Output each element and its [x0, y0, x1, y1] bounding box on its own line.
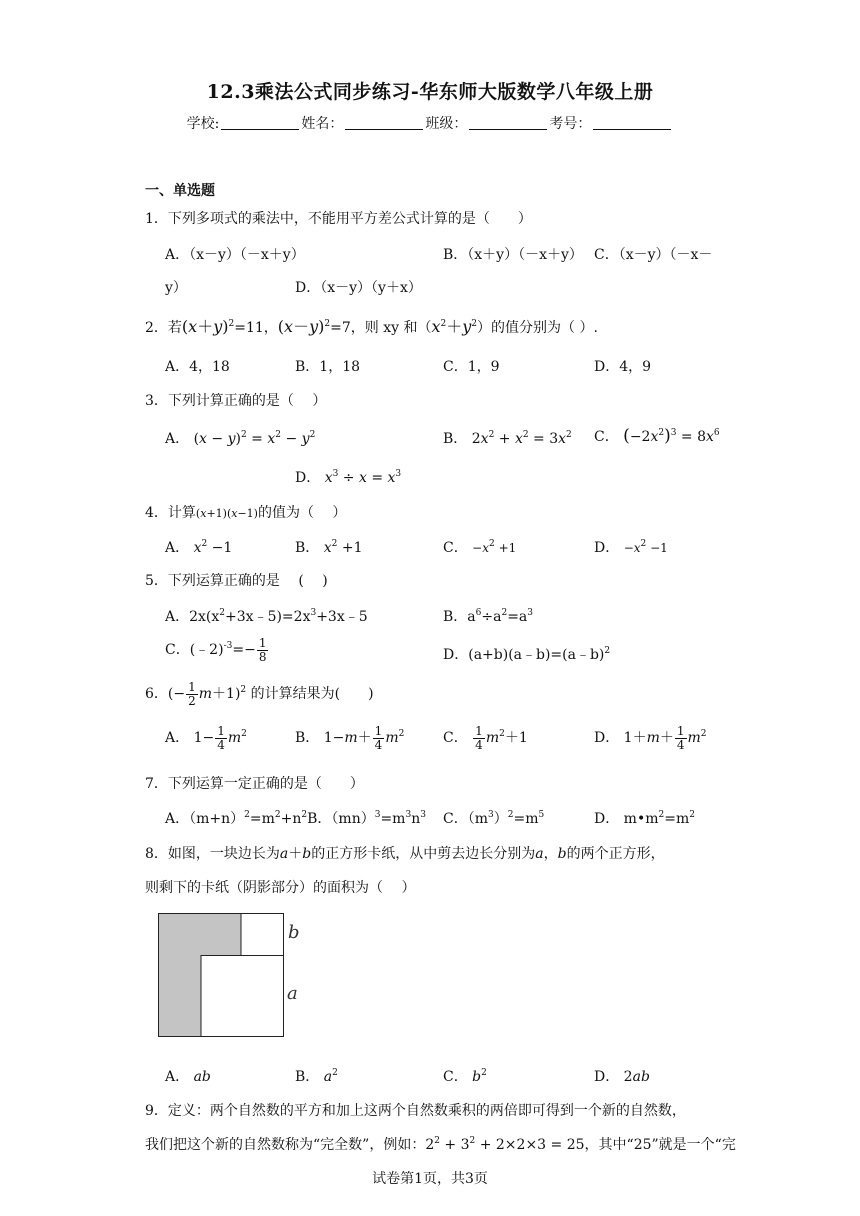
page-footer: 试卷第1页，共3页 [372, 1171, 488, 1187]
question-9-line-2: 我们把这个新的自然数称为“完全数”，例如：$2^2 + 3^2 + 2\times 2\times 3 = 25$，其中“25”就是一个“完 [145, 1136, 736, 1153]
question-8-option-b[interactable]: B． $a^2$ [295, 1068, 338, 1085]
question-4-option-a[interactable]: A． $x^2 -1$ [165, 539, 233, 556]
question-5-stem: 5．下列运算正确的是 ( ) [145, 573, 328, 589]
question-2-stem [145, 314, 598, 337]
school-blank[interactable] [221, 129, 299, 130]
question-1-option-d[interactable]: D．（x－y）（y＋x） [295, 280, 422, 296]
question-2-option-b[interactable]: B．1，18 [295, 359, 361, 375]
question-5-option-a[interactable]: A．$2x(x^2+3x﹣5)=2x^3+3x﹣5$ [165, 608, 368, 625]
q2-eq-2: =7，则 xy 和（ [330, 320, 432, 336]
q2-suffix: ）的值分别为（ ）. [477, 320, 598, 336]
question-3-option-b[interactable]: B． $2x^2 + x^2 = 3x^2$ [443, 430, 572, 447]
name-label: 姓名： [301, 116, 344, 132]
question-9-line-1: 9．定义：两个自然数的平方和加上这两个自然数乘积的两倍即可得到一个新的自然数， [145, 1103, 686, 1119]
exam-no-label: 考号： [549, 116, 592, 132]
q2-prefix: 2．若 [145, 320, 182, 336]
question-8-line-1: 8．如图，一块边长为a＋b的正方形卡纸，从中剪去边长分别为a，b的两个正方形， [145, 846, 665, 862]
question-8-option-d[interactable]: D． 2ab [594, 1069, 650, 1085]
question-6-option-d[interactable]: D． 1＋m＋ $\frac{1}{4}$ $m^2$ [594, 724, 707, 752]
question-6-stem: 6．(− $\frac{1}{2}$ m＋1)$^2$ 的计算结果为( ) [145, 680, 374, 708]
question-8-line-2: 则剩下的卡纸（阴影部分）的面积为（ ） [145, 880, 416, 896]
class-blank[interactable] [469, 129, 547, 130]
large-square-a [201, 956, 284, 1037]
question-2-option-c[interactable]: C．1，9 [443, 359, 500, 375]
question-4-option-b[interactable]: B． $x^2 +1$ [295, 539, 363, 556]
question-7-option-d[interactable]: D． $m•m^2=m^2$ [594, 810, 695, 827]
section-heading: 一、单选题 [145, 183, 215, 199]
question-4-option-d[interactable]: D． $-x^2 -1$ [594, 539, 668, 556]
question-3-option-a[interactable]: A． $(x - y)^2 = x^2 - y^2$ [165, 430, 316, 447]
school-label: 学校: [186, 116, 220, 132]
question-7-stem: 7．下列运算一定正确的是（ ） [145, 776, 364, 792]
square-figure [158, 913, 284, 1037]
question-3-option-d[interactable]: D． $x^3 \div x = x^3$ [295, 469, 402, 486]
exam-no-blank[interactable] [593, 129, 671, 130]
q2-eq-1: =11， [234, 320, 278, 336]
question-7-option-c[interactable]: C．$(m^3)^2=m^5$ [443, 810, 545, 827]
question-6-option-b[interactable]: B． 1−m＋ $\frac{1}{4}$ $m^2$ [295, 724, 405, 752]
question-2-option-a[interactable]: A．4，18 [165, 359, 230, 375]
student-info-line [0, 113, 860, 133]
question-6-option-c[interactable]: C． $\frac{1}{4}$ $m^2+1$ [443, 724, 528, 752]
figure-label-b: b [288, 922, 300, 943]
small-square-b [241, 914, 284, 956]
question-1-stem: 1．下列多项式的乘法中，不能用平方差公式计算的是（ ） [145, 211, 532, 227]
question-8-option-c[interactable]: C． $b^2$ [443, 1068, 487, 1085]
figure-label-a: a [287, 983, 298, 1004]
question-5-option-c[interactable]: C．(﹣2)$^{-3}$=− $\frac{1}{8}$ [165, 636, 267, 664]
class-label: 班级： [425, 116, 468, 132]
question-1-option-c-cont: y） [165, 280, 187, 296]
page-title: 12.3乘法公式同步练习-华东师大版数学八年级上册 [206, 81, 654, 103]
question-4-option-c[interactable]: C． $-x^2 +1$ [443, 539, 517, 556]
name-blank[interactable] [345, 129, 423, 130]
question-7-option-a-b[interactable]: A．$(m+n)^2=m^2+n^2B$．$(mn)^3=m^3n^3$ [165, 810, 426, 827]
question-3-option-c[interactable]: C． $(-2x^2)^3 = 8x^6$ [594, 426, 720, 446]
question-3-stem: 3．下列计算正确的是（ ） [145, 393, 327, 409]
question-1-option-c[interactable]: C．（x－y）（－x－ [594, 247, 713, 263]
question-5-option-b[interactable]: B．$a^6\div a^2=a^3$ [443, 608, 534, 625]
question-2-option-d[interactable]: D．4，9 [594, 359, 652, 375]
question-4-stem: 4．计算(x+1)(x−1)的值为（ ） [145, 505, 347, 521]
q2-expr-2: $(x-y)^2$ [277, 317, 331, 336]
q2-expr-1: $(x+y)^2$ [181, 317, 235, 336]
question-5-option-d[interactable]: D．(a+b)(a﹣b)=(a﹣b)$^2$ [443, 646, 611, 663]
question-1-option-a[interactable]: A．（x－y）（－x＋y） [165, 247, 305, 263]
question-6-option-a[interactable]: A． 1− $\frac{1}{4}$ $m^2$ [165, 724, 247, 752]
q2-expr-3: $x^2+y^2$ [431, 317, 478, 336]
question-8-option-a[interactable]: A． ab [165, 1069, 211, 1085]
question-1-option-b[interactable]: B．（x＋y）（－x＋y） [443, 247, 583, 263]
